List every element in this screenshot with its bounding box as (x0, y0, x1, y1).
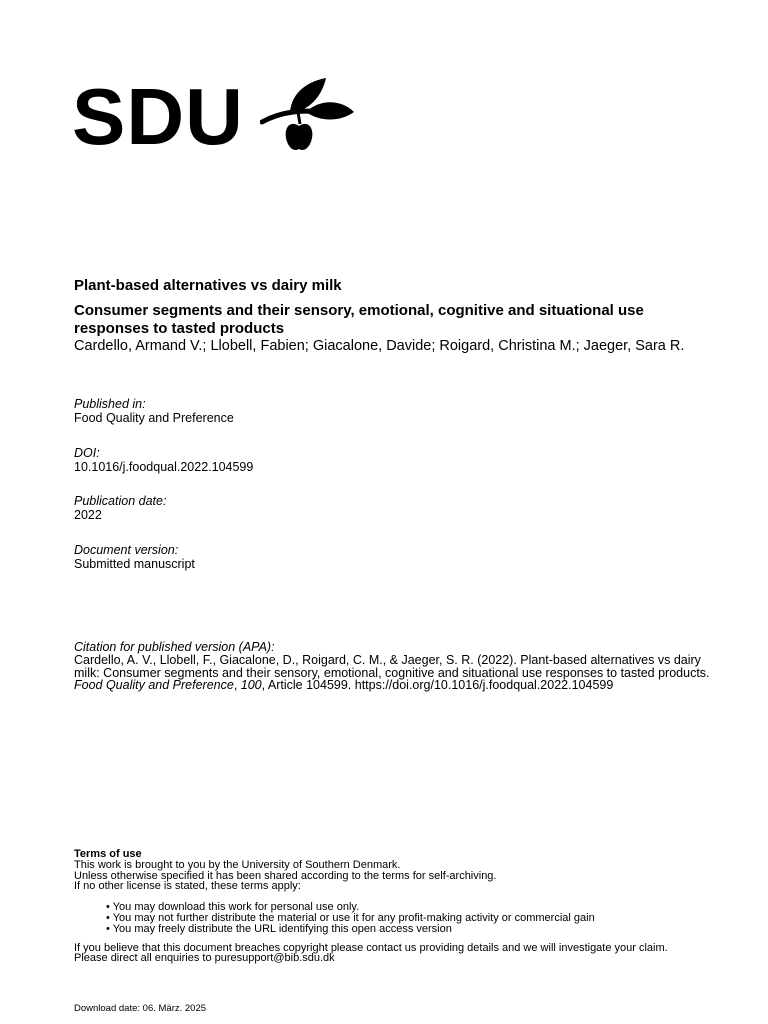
terms-line: This work is brought to you by the University of Southern Denmark. (74, 858, 401, 871)
apple-branch-icon (260, 78, 356, 154)
document-subtitle: Plant-based alternatives vs dairy milk (74, 277, 342, 294)
citation-sep: , (233, 678, 241, 692)
terms-of-use (74, 849, 734, 964)
citation-volume: 100 (240, 678, 262, 692)
terms-line: If no other license is stated, these terms apply: (74, 880, 301, 893)
doi-value: 10.1016/j.foodqual.2022.104599 (74, 460, 254, 474)
citation-part2: , Article 104599. https://doi.org/10.1016/j.foodqual.2022.104599 (261, 678, 614, 692)
published-in-label: Published in: (74, 397, 146, 411)
publication-date-value: 2022 (74, 508, 102, 522)
terms-bullet: • You may download this work for personal use only. (106, 902, 734, 913)
citation-journal: Food Quality and Preference (74, 678, 234, 692)
terms-bullet: • You may not further distribute the material or use it for any profit-making activity or commercial gain (106, 913, 734, 924)
authors: Cardello, Armand V.; Llobell, Fabien; Giacalone, Davide; Roigard, Christina M.; Jaeger, Sara R. (74, 338, 685, 354)
document-version-label: Document version: (74, 543, 179, 557)
publication-date-label: Publication date: (74, 494, 167, 508)
citation-part1: Cardello, A. V., Llobell, F., Giacalone, D., Roigard, C. M., & Jaeger, S. R. (2022). Plant-based alternatives vs dairy milk: Consumer segments and their sensory, emotional, cognitive and situational use responses to tasted products. (74, 653, 710, 680)
logo-text: SDU (72, 72, 244, 161)
terms-heading: Terms of use (74, 848, 142, 860)
published-in-field (74, 398, 234, 425)
doi-field (74, 447, 253, 474)
doi-label: DOI: (74, 446, 100, 460)
citation-text (74, 654, 724, 692)
sdu-logo (72, 72, 362, 161)
terms-line: If you believe that this document breaches copyright please contact us providing details and we will investigate your claim. (74, 941, 668, 954)
terms-bullet: • You may freely distribute the URL identifying this open access version (106, 924, 734, 935)
document-version-value: Submitted manuscript (74, 557, 195, 571)
citation-block (74, 641, 724, 692)
download-date: Download date: 06. März. 2025 (74, 1003, 207, 1014)
citation-label: Citation for published version (APA): (74, 640, 275, 654)
terms-line: Unless otherwise specified it has been shared according to the terms for self-archiving. (74, 869, 497, 882)
terms-list (106, 902, 734, 934)
publication-date-field (74, 495, 166, 522)
published-in-value: Food Quality and Preference (74, 411, 234, 425)
document-title: Consumer segments and their sensory, emotional, cognitive and situational use responses to tasted products (74, 302, 644, 337)
terms-contact: Please direct all enquiries to puresupport@bib.sdu.dk (74, 952, 335, 965)
document-version-field (74, 544, 195, 571)
